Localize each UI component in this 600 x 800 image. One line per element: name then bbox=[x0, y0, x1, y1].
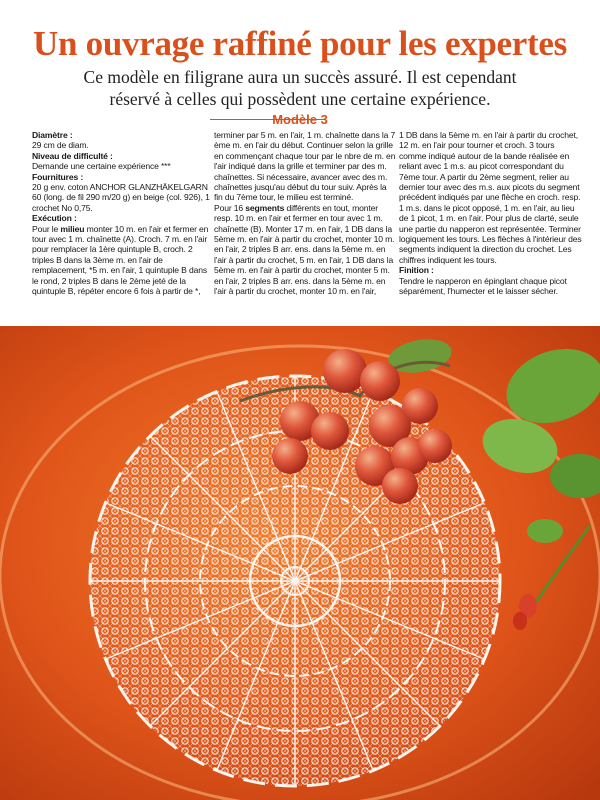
center-keyword: milieu bbox=[60, 223, 85, 234]
center-text: monter 10 m. en l'air et fermer en tour avec 1 m. chaînette (A). Croch. 7 m. en l'air pour remplacer la 1ère quintuple B, croch. 2 triples B dans la 3ème m. en l'air de remplacement, *5 m. en l'air, 1 quintuple B dans le rond, 2 triples B dans le 2ème jeté de la quintuple B, répéter encore 6 fois à partir de *, bbox=[32, 223, 209, 297]
supplies-label: Fournitures : bbox=[32, 171, 84, 182]
finishing-label: Finition : bbox=[399, 265, 434, 276]
segments-text: différents en tout, monter resp. 10 m. en l'air et fermer en tour avec 1 m. chaînette (B). Monter 17 m. en l'air, 1 DB dans la 5ème m. en l'air à partir du crochet, monter 10 m. en l'air, 2 triples B arr. ens. dans la 5ème m. en l'air à partir du crochet, 5 m. en l'air, 1 DB dans la 5ème m. en l'air à partir du crochet, monter 5 m. en l'air, 2 triples B arr. ens. dans la 5ème m. en l'air à partir du crochet, monter 10 m. en l'air, bbox=[214, 202, 395, 297]
intro-line-2: réservé à celles qui possèdent une certaine expérience. bbox=[109, 89, 491, 109]
center-instructions bbox=[32, 224, 215, 297]
model-heading: Modèle 3 bbox=[272, 112, 328, 127]
intro-text bbox=[40, 66, 560, 110]
page-title: Un ouvrage raffiné pour les expertes bbox=[33, 24, 567, 63]
segments-prefix: Pour 16 bbox=[214, 202, 246, 213]
supplies-value: 20 g env. coton ANCHOR GLANZHÄKELGARN 60 (long. de fil 290 m/20 g) en beige (col. 926), 1 crochet No 0,75. bbox=[32, 182, 210, 213]
diameter-value: 29 cm de diam. bbox=[32, 140, 89, 151]
execution-label: Exécution : bbox=[32, 213, 77, 224]
instructions-column-1 bbox=[32, 130, 215, 326]
diameter-label: Diamètre : bbox=[32, 130, 73, 140]
finishing-value: Tendre le napperon en épinglant chaque picot séparément, l'humecter et le laisser sécher. bbox=[399, 275, 567, 297]
segments-keyword: segments bbox=[245, 202, 285, 213]
segments-instructions bbox=[214, 203, 397, 297]
instructions-column-2 bbox=[214, 130, 397, 326]
instructions-column-3 bbox=[399, 130, 582, 326]
segments-continuation: 1 DB dans la 5ème m. en l'air à partir du crochet, 12 m. en l'air pour tourner et croch. 3 tours comme indiqué autour de la bande réalisée en reliant avec 1 m.s. au picot correspondant du 7ème tour. A partir du 2ème segment, relier au dernier tour avec des m.s. aux picots du segment précédent indiqués par une flèche en croch. resp. 1 m.s. dans le picot opposé, 1 m. en l'air, au lieu de 1 picot, 1 m. en l'air. Pour plus de clarté, seule une partie du napperon est représentée. Terminer logiquement les tours. Les flèches à l'intérieur des segments indiquent la direction du crochet. Les chiffres indiquent les tours. bbox=[399, 130, 582, 265]
difficulty-value: Demande une certaine expérience *** bbox=[32, 161, 171, 172]
center-prefix: Pour le bbox=[32, 223, 61, 234]
doily-photo bbox=[0, 326, 600, 800]
intro-line-1: Ce modèle en filigrane aura un succès assuré. Il est cependant bbox=[83, 67, 517, 87]
difficulty-label: Niveau de difficulté : bbox=[32, 150, 113, 161]
center-continuation: terminer par 5 m. en l'air, 1 m. chaînette dans la 7 ème m. en l'air du début. Continuer selon la grille en commençant chaque tour par le nbre de m. en l'air indiqué dans la grille et terminer par des m. chaînettes. Si nécessaire, avancer avec des m. chaînettes jusqu'au début du tour suiv. Après la fin du 7ème tour, le milieu est terminé. bbox=[214, 130, 396, 203]
